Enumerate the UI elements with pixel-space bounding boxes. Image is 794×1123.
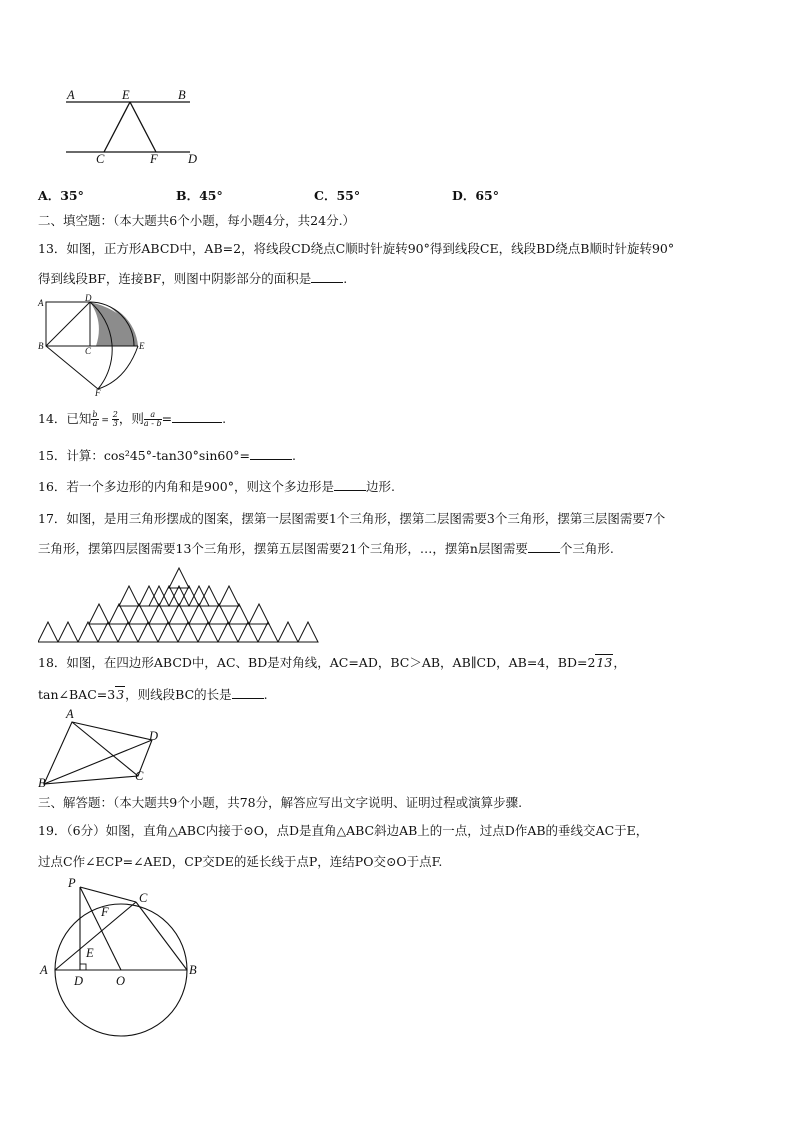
fig13-label-f: F [95, 388, 101, 398]
fig19-label-p: P [68, 876, 76, 890]
fig12-label-a: A [67, 88, 75, 102]
q16-answer-blank[interactable] [334, 478, 366, 491]
fig18-label-a: A [66, 707, 74, 721]
q17-answer-blank[interactable] [528, 540, 560, 553]
pattern-triangle [89, 604, 109, 624]
q18-radical-13: 13 [596, 655, 613, 670]
pattern-triangle [189, 604, 209, 624]
fig19-label-a: A [40, 963, 48, 977]
q13-figure [36, 292, 148, 398]
fig19-label-c: C [139, 891, 148, 905]
pattern-triangle [38, 622, 58, 642]
q19-line1: 19．（6分）如图，直角△ABC内接于⊙O，点D是直角△ABC斜边AB上的一点，过点D作AB的垂线交AC于E， [38, 823, 649, 838]
pattern-triangle [119, 586, 139, 606]
q14-line: 14．已知 $\frac{b}{a}$ = $\frac{2}{3}$ ，则 $\frac{a}{a - b}$ = . [38, 410, 227, 428]
choice-c[interactable]: C．55° [314, 188, 361, 203]
pattern-triangle [199, 586, 219, 606]
q15-answer-blank[interactable] [250, 447, 292, 460]
q18-radical-3: 3 [116, 687, 125, 702]
q17-triangle-pattern [38, 566, 320, 646]
q18-figure [36, 706, 166, 792]
q17-line1: 17．如图，是用三角形摆成的图案，摆第一层图需要1个三角形，摆第二层图需要3个三角形，摆第三层图需要7个 [38, 511, 666, 526]
pattern-triangle [118, 622, 138, 642]
q17-line2: 三角形，摆第四层图需要13个三角形，摆第五层图需要21个三角形，…，摆第n层图需要 个三角形. [38, 541, 614, 556]
segment-ec [104, 102, 130, 152]
choice-b[interactable]: B．45° [176, 188, 223, 203]
pattern-triangle [109, 604, 129, 624]
chord-cb [136, 902, 187, 970]
pattern-triangle [98, 622, 118, 642]
fig13-label-b: B [38, 341, 44, 351]
q14-fraction-2-over-3: $\frac{2}{3}$ [112, 410, 118, 428]
pattern-triangle [149, 604, 169, 624]
q14-answer-blank[interactable] [172, 410, 222, 423]
section2-heading: 二、填空题：（本大题共6个小题，每小题4分，共24分.） [38, 213, 356, 228]
pattern-triangle [218, 622, 238, 642]
fig18-label-b: B [38, 776, 46, 790]
arc-ef [98, 346, 138, 389]
pattern-triangle [139, 586, 159, 606]
section3-heading: 三、解答题：（本大题共9个小题，共78分，解答应写出文字说明、证明过程或演算步骤. [38, 795, 523, 810]
fig12-label-b: B [178, 88, 186, 102]
pattern-triangle [209, 604, 229, 624]
pattern-triangle [158, 622, 178, 642]
q18-line2: tan∠BAC=33，则线段BC的长是 . [38, 687, 268, 702]
fig18-label-c: C [135, 769, 144, 783]
q19-figure [36, 872, 208, 1038]
fig12-label-d: D [188, 152, 198, 166]
q18-answer-blank[interactable] [232, 686, 264, 699]
right-angle-mark [80, 964, 86, 970]
fig12-label-f: F [150, 152, 158, 166]
fig13-label-e: E [139, 341, 145, 351]
q15-line: 15．计算：cos²45°-tan30°sin60°= . [38, 448, 296, 463]
diagonal-bd [46, 302, 90, 346]
fig12-label-c: C [96, 152, 105, 166]
fig19-label-b: B [189, 963, 197, 977]
pattern-triangle [298, 622, 318, 642]
pattern-triangle [258, 622, 278, 642]
pattern-triangle [169, 604, 189, 624]
fig13-label-a: A [38, 298, 44, 308]
pattern-triangle [129, 604, 149, 624]
q13-line2: 得到线段BF，连接BF，则图中阴影部分的面积是 . [38, 271, 348, 286]
fig19-label-e: E [86, 946, 94, 960]
q16-line: 16．若一个多边形的内角和是900°，则这个多边形是 边形. [38, 479, 395, 494]
q14-fraction-a-over-a-minus-b: $\frac{a}{a - b}$ [143, 410, 162, 428]
fig19-label-d: D [74, 974, 84, 988]
fig12-label-e: E [122, 88, 130, 102]
fig19-label-o: O [116, 974, 126, 988]
fig18-label-d: D [149, 729, 159, 743]
pattern-triangle [58, 622, 78, 642]
pattern-triangle [138, 622, 158, 642]
fig19-label-f: F [101, 905, 109, 919]
diagonal-ac [72, 722, 138, 776]
q19-line2: 过点C作∠ECP=∠AED，CP交DE的延长线于点P，连结PO交⊙O于点F. [38, 854, 443, 869]
fig13-label-d: D [85, 293, 92, 303]
segment-ef [130, 102, 156, 152]
q13-answer-blank[interactable] [311, 270, 343, 283]
q18-line1: 18．如图，在四边形ABCD中，AC、BD是对角线，AC=AD，BC＞AB，AB∥CD，AB=4，BD=213， [38, 655, 626, 670]
chord-ac [55, 902, 136, 970]
pattern-triangle [278, 622, 298, 642]
pattern-triangle [159, 586, 179, 606]
pattern-triangle [179, 586, 199, 606]
q14-fraction-b-over-a: $\frac{b}{a}$ [92, 410, 98, 428]
pattern-triangle [238, 622, 258, 642]
pattern-triangle [78, 622, 98, 642]
pattern-triangle [249, 604, 269, 624]
choice-a[interactable]: A．35° [38, 188, 84, 203]
pattern-triangle [198, 622, 218, 642]
pattern-triangle [219, 586, 239, 606]
pattern-triangle [178, 622, 198, 642]
pattern-triangle [229, 604, 249, 624]
q13-line1: 13．如图，正方形ABCD中，AB=2，将线段CD绕点C顺时针旋转90°得到线段CE，线段BD绕点B顺时针旋转90° [38, 241, 675, 256]
choice-d[interactable]: D．65° [452, 188, 499, 203]
segment-pc [80, 887, 136, 902]
fig13-label-c: C [85, 346, 92, 356]
